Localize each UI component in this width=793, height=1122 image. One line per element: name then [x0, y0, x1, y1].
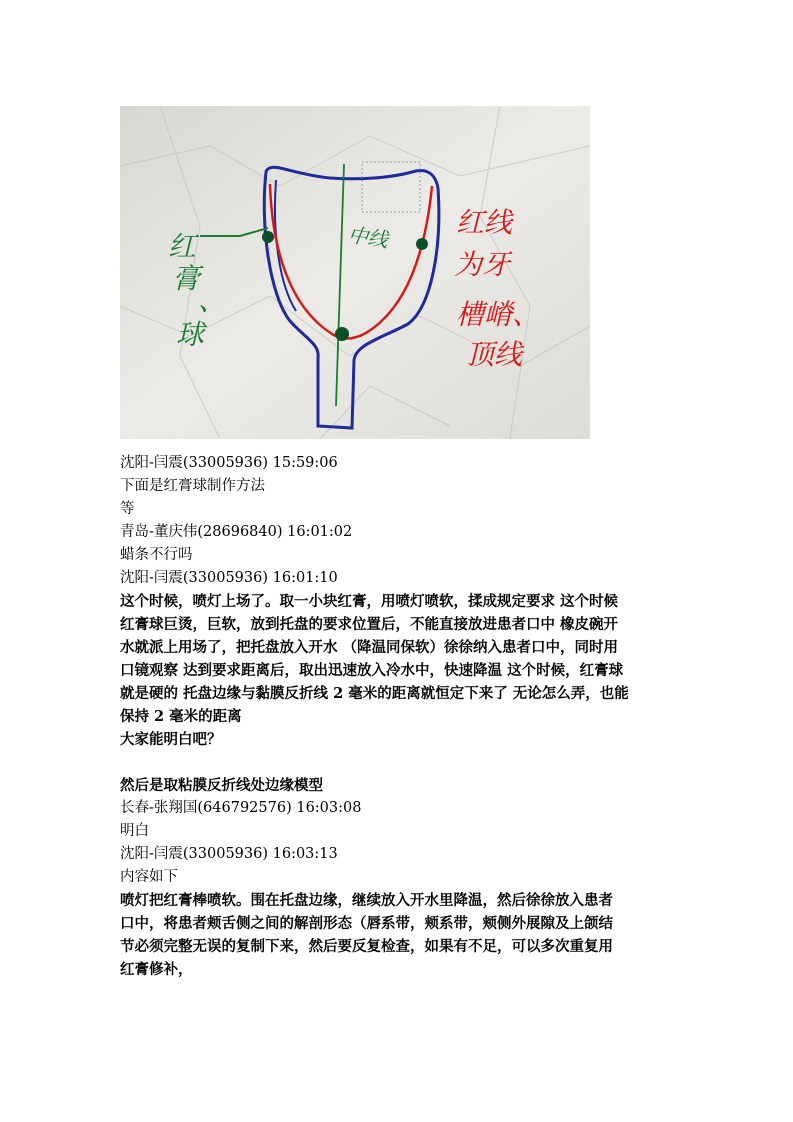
next-step-line: 然后是取粘膜反折线处边缘模型 — [120, 777, 323, 794]
question-line: 大家能明白吧？ — [120, 731, 222, 748]
svg-text:膏: 膏 — [172, 262, 201, 295]
instruction-line: 喷灯把红膏棒喷软。围在托盘边缘，继续放入开水里降温，然后徐徐放入患者 — [120, 892, 613, 909]
chat-transcript — [120, 452, 680, 981]
svg-text:槽嵴、: 槽嵴、 — [456, 298, 541, 331]
tray-sketch-photo — [120, 106, 590, 439]
red-paste-ball-right — [416, 238, 428, 250]
instruction-line: 保持 2 毫米的距离 — [120, 708, 242, 725]
red-paste-ball-left — [262, 231, 274, 243]
instruction-line: 这个时候，喷灯上场了。取一小块红膏，用喷灯喷软，揉成规定要求 这个时候 — [120, 593, 619, 610]
chat-message: 明白 — [120, 823, 149, 839]
instruction-line: 节必须完整无误的复制下来，然后要反复检查，如果有不足，可以多次重复用 — [120, 938, 613, 955]
svg-text:顶线: 顶线 — [466, 338, 523, 371]
blank-line — [120, 751, 680, 774]
svg-text:、: 、 — [198, 284, 227, 317]
chat-meta: 沈阳-闫震(33005936) 15:59:06 — [120, 455, 338, 471]
chat-meta: 沈阳-闫震(33005936) 16:03:13 — [120, 846, 338, 862]
chat-meta: 长春-张翔国(646792576) 16:03:08 — [120, 800, 362, 816]
svg-text:球: 球 — [176, 318, 205, 351]
instruction-line: 红膏修补， — [120, 961, 193, 978]
chat-message: 下面是红膏球制作方法 — [120, 478, 265, 494]
chat-message: 等 — [120, 501, 135, 517]
red-paste-ball-center — [335, 327, 349, 341]
chat-meta: 青岛-董庆伟(28696840) 16:01:02 — [120, 524, 353, 540]
chat-message: 内容如下 — [120, 869, 178, 885]
instruction-line: 口中，将患者颊舌侧之间的解剖形态（唇系带，颊系带，颊侧外展隙及上颌结 — [120, 915, 613, 932]
instruction-line: 红膏球巨烫，巨软，放到托盘的要求位置后，不能直接放进患者口中 橡皮碗开 — [120, 616, 619, 633]
instruction-line: 口镜观察 达到要求距离后，取出迅速放入冷水中，快速降温 这个时候，红膏球 — [120, 662, 624, 679]
instruction-line: 水就派上用场了，把托盘放入开水 （降温同保软）徐徐纳入患者口中，同时用 — [120, 639, 619, 656]
svg-text:红: 红 — [168, 230, 197, 263]
chat-message: 蜡条不行吗 — [120, 547, 193, 563]
svg-text:红线: 红线 — [456, 206, 513, 239]
svg-text:为牙: 为牙 — [454, 248, 511, 281]
instruction-line: 就是硬的 托盘边缘与黏膜反折线 2 毫米的距离就恒定下来了 无论怎么弄，也能 — [120, 685, 629, 702]
tray-sketch-drawing — [120, 106, 590, 439]
midline-label: 中线 — [346, 222, 390, 252]
chat-meta: 沈阳-闫震(33005936) 16:01:10 — [120, 570, 338, 586]
